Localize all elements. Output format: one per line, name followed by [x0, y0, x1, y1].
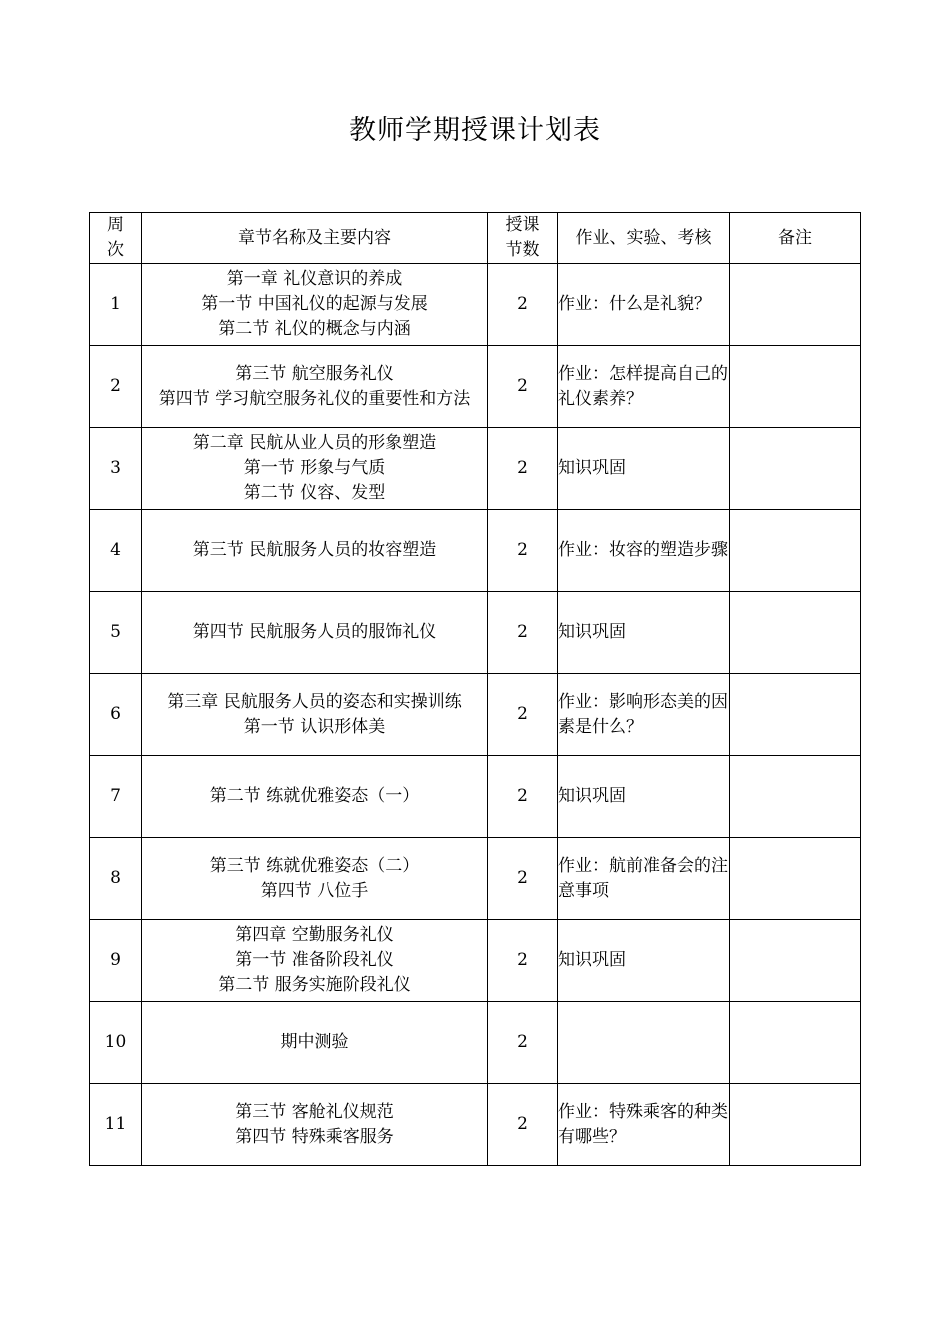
- content-line: 第一章 礼仪意识的养成: [226, 269, 403, 289]
- header-hours: 授课节数: [488, 213, 558, 264]
- content-line: 第三节 客舱礼仪规范: [235, 1101, 394, 1122]
- content-cell: [142, 1002, 488, 1084]
- content-cell: [142, 674, 488, 756]
- content-line: 第四节 八位手: [260, 880, 369, 901]
- header-week: 周次: [90, 213, 142, 264]
- notes-cell: [730, 428, 861, 510]
- content-line: 第一节 认识形体美: [243, 716, 386, 737]
- homework-cell: [558, 1002, 730, 1084]
- hours-cell: 2: [488, 920, 558, 1002]
- table-row: [90, 264, 861, 346]
- homework-cell: 作业：什么是礼貌？: [558, 264, 730, 346]
- notes-cell: [730, 756, 861, 838]
- week-cell: 6: [90, 674, 142, 756]
- homework-cell: 作业：怎样提高自己的礼仪素养？: [558, 346, 730, 428]
- week-cell: 2: [90, 346, 142, 428]
- homework-cell: 作业：影响形态美的因素是什么？: [558, 674, 730, 756]
- page-title: 教师学期授课计划表: [349, 115, 601, 146]
- homework-cell: 作业：妆容的塑造步骤: [558, 510, 730, 592]
- hours-cell: 2: [488, 510, 558, 592]
- table-row: [90, 1084, 861, 1166]
- content-cell: [142, 838, 488, 920]
- content-cell: [142, 346, 488, 428]
- content-line: 第一节 准备阶段礼仪: [235, 950, 394, 970]
- content-line: 第三节 民航服务人员的妆容塑造: [192, 540, 437, 560]
- content-line: 第四章 空勤服务礼仪: [235, 925, 394, 945]
- homework-cell: 知识巩固: [558, 920, 730, 1002]
- content-line: 第四节 民航服务人员的服饰礼仪: [192, 622, 437, 642]
- week-cell: 10: [90, 1002, 142, 1084]
- content-cell: [142, 920, 488, 1002]
- notes-cell: [730, 1002, 861, 1084]
- content-cell: [142, 510, 488, 592]
- content-line: 第二节 礼仪的概念与内涵: [218, 319, 411, 339]
- content-line: 第三章 民航服务人员的姿态和实操训练: [167, 691, 462, 712]
- table-row: [90, 346, 861, 428]
- week-cell: 4: [90, 510, 142, 592]
- content-cell: [142, 592, 488, 674]
- content-line: 第三节 航空服务礼仪: [235, 363, 394, 384]
- content-line: 第一节 形象与气质: [243, 458, 386, 478]
- hours-cell: 2: [488, 674, 558, 756]
- week-cell: 9: [90, 920, 142, 1002]
- notes-cell: [730, 510, 861, 592]
- table-row: [90, 1002, 861, 1084]
- content-cell: [142, 428, 488, 510]
- hours-cell: 2: [488, 1084, 558, 1166]
- table-row: [90, 674, 861, 756]
- hours-cell: 2: [488, 756, 558, 838]
- table-row: [90, 428, 861, 510]
- header-homework: 作业、实验、考核: [558, 213, 730, 264]
- table-row: [90, 756, 861, 838]
- table-header-row: [90, 213, 861, 264]
- week-cell: 7: [90, 756, 142, 838]
- week-cell: 8: [90, 838, 142, 920]
- homework-cell: 知识巩固: [558, 428, 730, 510]
- week-cell: 1: [90, 264, 142, 346]
- notes-cell: [730, 592, 861, 674]
- hours-cell: 2: [488, 592, 558, 674]
- content-cell: [142, 1084, 488, 1166]
- week-cell: 3: [90, 428, 142, 510]
- content-line: 第三节 练就优雅姿态（二）: [209, 855, 420, 876]
- hours-cell: 2: [488, 838, 558, 920]
- homework-cell: 作业：特殊乘客的种类有哪些？: [558, 1084, 730, 1166]
- table-row: [90, 838, 861, 920]
- content-cell: [142, 756, 488, 838]
- homework-cell: 知识巩固: [558, 592, 730, 674]
- table-body: [90, 264, 861, 1166]
- content-cell: [142, 264, 488, 346]
- table-row: [90, 920, 861, 1002]
- notes-cell: [730, 838, 861, 920]
- content-line: 期中测验: [280, 1032, 349, 1052]
- hours-cell: 2: [488, 428, 558, 510]
- week-cell: 5: [90, 592, 142, 674]
- content-line: 第一节 中国礼仪的起源与发展: [201, 294, 428, 314]
- content-line: 第四节 学习航空服务礼仪的重要性和方法: [158, 388, 471, 409]
- homework-cell: 作业：航前准备会的注意事项: [558, 838, 730, 920]
- content-line: 第二节 练就优雅姿态（一）: [209, 786, 420, 806]
- week-cell: 11: [90, 1084, 142, 1166]
- homework-cell: 知识巩固: [558, 756, 730, 838]
- notes-cell: [730, 920, 861, 1002]
- table-row: [90, 510, 861, 592]
- notes-cell: [730, 346, 861, 428]
- hours-cell: 2: [488, 264, 558, 346]
- hours-cell: 2: [488, 1002, 558, 1084]
- content-line: 第二节 服务实施阶段礼仪: [218, 975, 411, 995]
- lesson-plan-table: [89, 212, 861, 1166]
- content-line: 第四节 特殊乘客服务: [235, 1126, 394, 1147]
- hours-cell: 2: [488, 346, 558, 428]
- table-row: [90, 592, 861, 674]
- content-line: 第二章 民航从业人员的形象塑造: [192, 433, 437, 453]
- header-content: 章节名称及主要内容: [142, 213, 488, 264]
- notes-cell: [730, 264, 861, 346]
- notes-cell: [730, 674, 861, 756]
- content-line: 第二节 仪容、发型: [243, 483, 386, 503]
- notes-cell: [730, 1084, 861, 1166]
- header-notes: 备注: [730, 213, 861, 264]
